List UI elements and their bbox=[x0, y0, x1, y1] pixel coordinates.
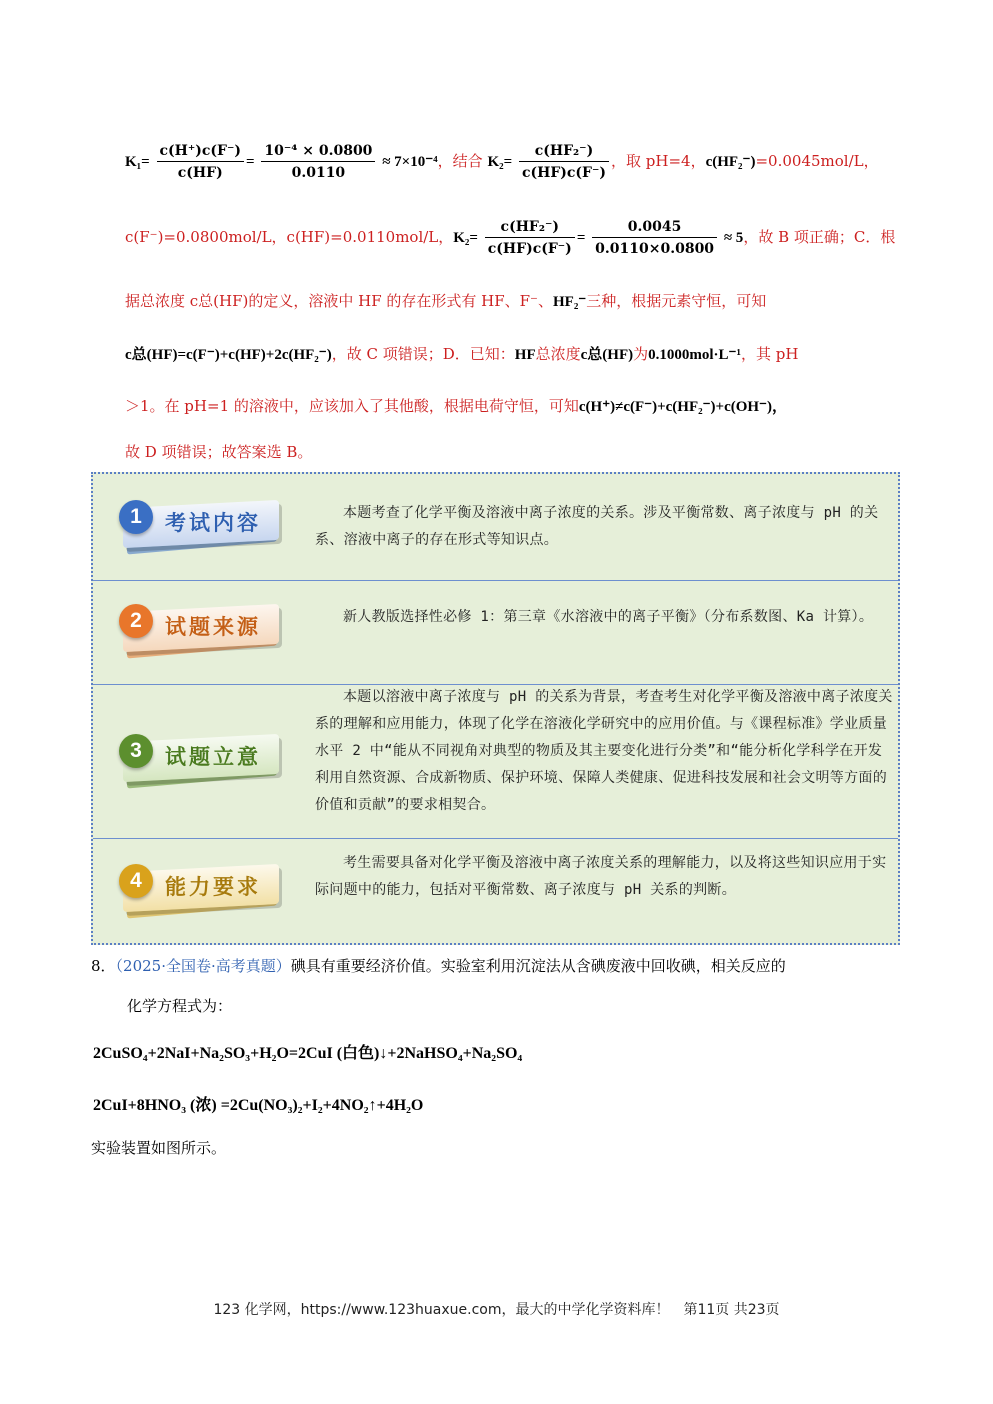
badge-exam-content bbox=[113, 498, 281, 548]
k2-fraction: $\frac{\text{c(HF₂⁻)}}{c(HF)c(F^-)}$ bbox=[519, 141, 609, 184]
analysis-box bbox=[91, 472, 900, 945]
badge-number: 1 bbox=[119, 500, 153, 534]
apparatus-text: 实验装置如图所示。 bbox=[91, 1139, 227, 1157]
explanation-line-3: 据总浓度 c总(HF)的定义，溶液中 HF 的存在形式有 HF、F⁻、HF₂⁻三种，根据元素守恒，可知 bbox=[125, 292, 767, 310]
analysis-row-intent bbox=[93, 684, 898, 839]
explanation-line-6: 故 D 项错误；故答案选 B。 bbox=[125, 443, 313, 461]
badge-label: 试题立意 bbox=[165, 745, 261, 769]
ka1-fraction: $\frac{c(H^+)c(F^-)}{c(HF)}$ bbox=[157, 141, 245, 184]
analysis-row-ability bbox=[93, 838, 898, 943]
analysis-text: 本题以溶液中离子浓度与 pH 的关系为背景，考查考生对化学平衡及溶液中离子浓度关系的理解和应用能力，体现了化学在溶液化学研究中的应用价值。与《课程标准》学业质量水平 2 中“能从不同视角对典型的物质及其主要变化进行分类”和“能分析化学科学在开发利用自然资源、合成新物质、保护环境、保障人类健康、促进科技发展和社会文明等方面的价值和贡献”的要求相契合。 bbox=[315, 689, 893, 813]
question-8-stem-2: 化学方程式为： bbox=[127, 997, 233, 1015]
analysis-row-source bbox=[93, 580, 898, 685]
explanation-line-4: c总(HF)=c(F⁻)+c(HF)+2c(HF₂⁻)，故 C 项错误；D．已知：HF总浓度c总(HF)为0.1000mol·L⁻¹，其 pH bbox=[125, 345, 799, 363]
k1-symbol: K₁ bbox=[125, 154, 142, 170]
k2-def-fraction: $\frac{\text{c(HF₂⁻)}}{c(HF)c(F^-)}$ bbox=[485, 217, 575, 260]
k2-value-fraction: $\frac{0.0045}{0.0110\times 0.0800}$ bbox=[592, 217, 717, 260]
equation-2: 2CuI+8HNO₃ (浓) =2Cu(NO₃)₂+I₂+4NO₂↑+4H₂O bbox=[93, 1097, 424, 1114]
k2-formula-line: c(F⁻)=0.0800mol/L，c(HF)=0.0110mol/L，K₂= $\frac{\text{c(HF₂⁻)}}{c(HF)c(F^-)}$ = $\frac{0.0045}{0.0110\times 0.0800}$ ≈ 5，故 B 项正确；C．根 bbox=[125, 208, 898, 266]
badge-number: 4 bbox=[119, 864, 153, 898]
badge-question-source bbox=[113, 602, 281, 652]
ka1-value-fraction: $\frac{\text{10⁻⁴ × 0.0800}}{0.0110}$ bbox=[261, 141, 375, 184]
analysis-text: 新人教版选择性必修 1：第三章《水溶液中的离子平衡》（分布系数图、Ka 计算）。 bbox=[343, 609, 874, 625]
badge-number: 3 bbox=[119, 734, 153, 768]
question-source: （2025·全国卷·高考真题） bbox=[115, 957, 291, 975]
badge-number: 2 bbox=[119, 604, 153, 638]
analysis-text: 考生需要具备对化学平衡及溶液中离子浓度关系的理解能力，以及将这些知识应用于实际问题中的能力，包括对平衡常数、离子浓度与 pH 关系的判断。 bbox=[315, 855, 887, 898]
analysis-row-content bbox=[93, 474, 898, 581]
k1-formula-line: K₁= $\frac{c(H^+)c(F^-)}{c(HF)}$ = $\frac{\text{10⁻⁴ × 0.0800}}{0.0110}$ ≈ 7×10⁻⁴，结合 K₂= $\frac{\text{c(HF₂⁻)}}{c(HF)c(F^-)}$ ，取 pH=4，c(HF₂⁻)=0.0045mol/L， bbox=[125, 132, 898, 190]
badge-question-intent bbox=[113, 732, 281, 782]
question-8-stem: 8．（2025·全国卷·高考真题）碘具有重要经济价值。实验室利用沉淀法从含碘废液中回收碘，相关反应的 bbox=[91, 957, 786, 975]
badge-ability bbox=[113, 862, 281, 912]
analysis-text: 本题考查了化学平衡及溶液中离子浓度的关系。涉及平衡常数、离子浓度与 pH 的关系、溶液中离子的存在形式等知识点。 bbox=[315, 505, 879, 548]
equation-1: 2CuSO₄+2NaI+Na₂SO₃+H₂O=2CuI (白色)↓+2NaHSO₄+Na₂SO₄ bbox=[93, 1045, 523, 1062]
explanation-line-5: ＞1。在 pH=1 的溶液中，应该加入了其他酸，根据电荷守恒，可知c(H⁺)≠c(F⁻)+c(HF₂⁻)+c(OH⁻)， bbox=[125, 397, 787, 415]
page-footer: 123 化学网，https://www.123huaxue.com，最大的中学化学资料库！ 第11页 共23页 bbox=[213, 1302, 780, 1318]
badge-label: 考试内容 bbox=[165, 511, 261, 535]
badge-label: 能力要求 bbox=[165, 875, 261, 899]
badge-label: 试题来源 bbox=[165, 615, 261, 639]
